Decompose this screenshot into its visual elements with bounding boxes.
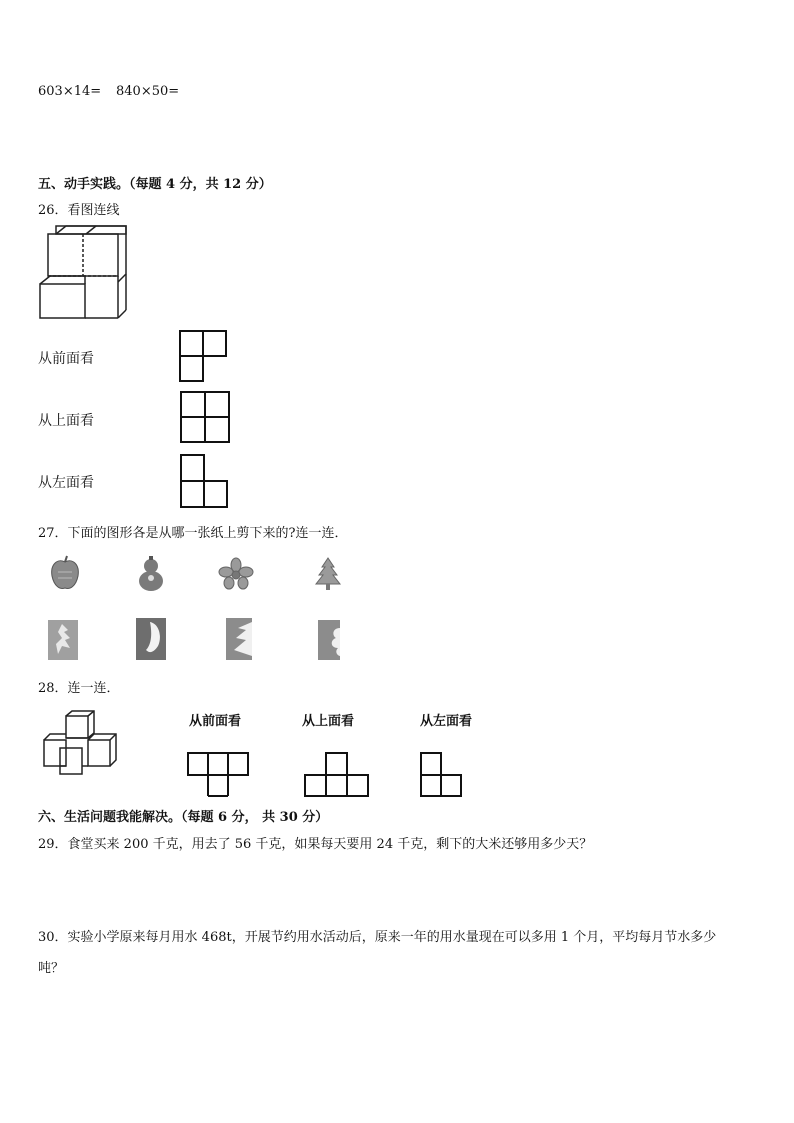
- cube-stack-figure: [38, 224, 138, 324]
- q28-header-top: 从上面看: [302, 714, 355, 729]
- paper-cut-flower-icon[interactable]: [316, 618, 348, 662]
- section-6-heading: 六、生活问题我能解决。（每题 6 分， 共 30 分）: [38, 810, 329, 825]
- question-30-line-2: 吨？: [38, 961, 65, 976]
- q28-view-front-option[interactable]: [187, 752, 251, 798]
- q28-header-front: 从前面看: [189, 714, 242, 729]
- view-option-3[interactable]: [180, 454, 232, 510]
- apple-shape-icon[interactable]: [50, 556, 80, 592]
- question-26-title: 26．看图连线: [38, 203, 120, 218]
- paper-cut-apple-icon[interactable]: [134, 616, 168, 662]
- question-28-prompt: 28．连一连．: [38, 681, 120, 696]
- q28-view-top-option[interactable]: [304, 752, 370, 798]
- view-option-2[interactable]: [180, 391, 232, 445]
- paper-cut-leaf-icon[interactable]: [46, 618, 80, 662]
- section-5-heading: 五、动手实践。（每题 4 分，共 12 分）: [38, 177, 272, 192]
- view-label-top: 从上面看: [38, 413, 94, 429]
- tree-shape-icon[interactable]: [314, 558, 342, 592]
- gourd-shape-icon[interactable]: [136, 556, 166, 592]
- flower-shape-icon[interactable]: [218, 558, 254, 590]
- question-30-line-1: 30．实验小学原来每月用水 468t，开展节约用水活动后，原来一年的用水量现在可以多用 1 个月，平均每月节水多少: [38, 930, 717, 945]
- paper-cut-tree-icon[interactable]: [224, 616, 254, 662]
- question-29: 29．食堂买来 200 千克，用去了 56 千克，如果每天要用 24 千克，剩下的大米还够用多少天？: [38, 837, 593, 852]
- view-label-left: 从左面看: [38, 475, 94, 491]
- calc-item-2: 840×50=: [116, 84, 180, 99]
- q28-view-left-option[interactable]: [420, 752, 466, 798]
- question-27-prompt: 27．下面的图形各是从哪一张纸上剪下来的?连一连．: [38, 526, 348, 541]
- cube-arrangement-figure: [42, 710, 126, 776]
- calc-item-1: 603×14=: [38, 84, 102, 99]
- view-option-1[interactable]: [179, 330, 229, 384]
- view-label-front: 从前面看: [38, 351, 94, 367]
- q28-header-left: 从左面看: [420, 714, 473, 729]
